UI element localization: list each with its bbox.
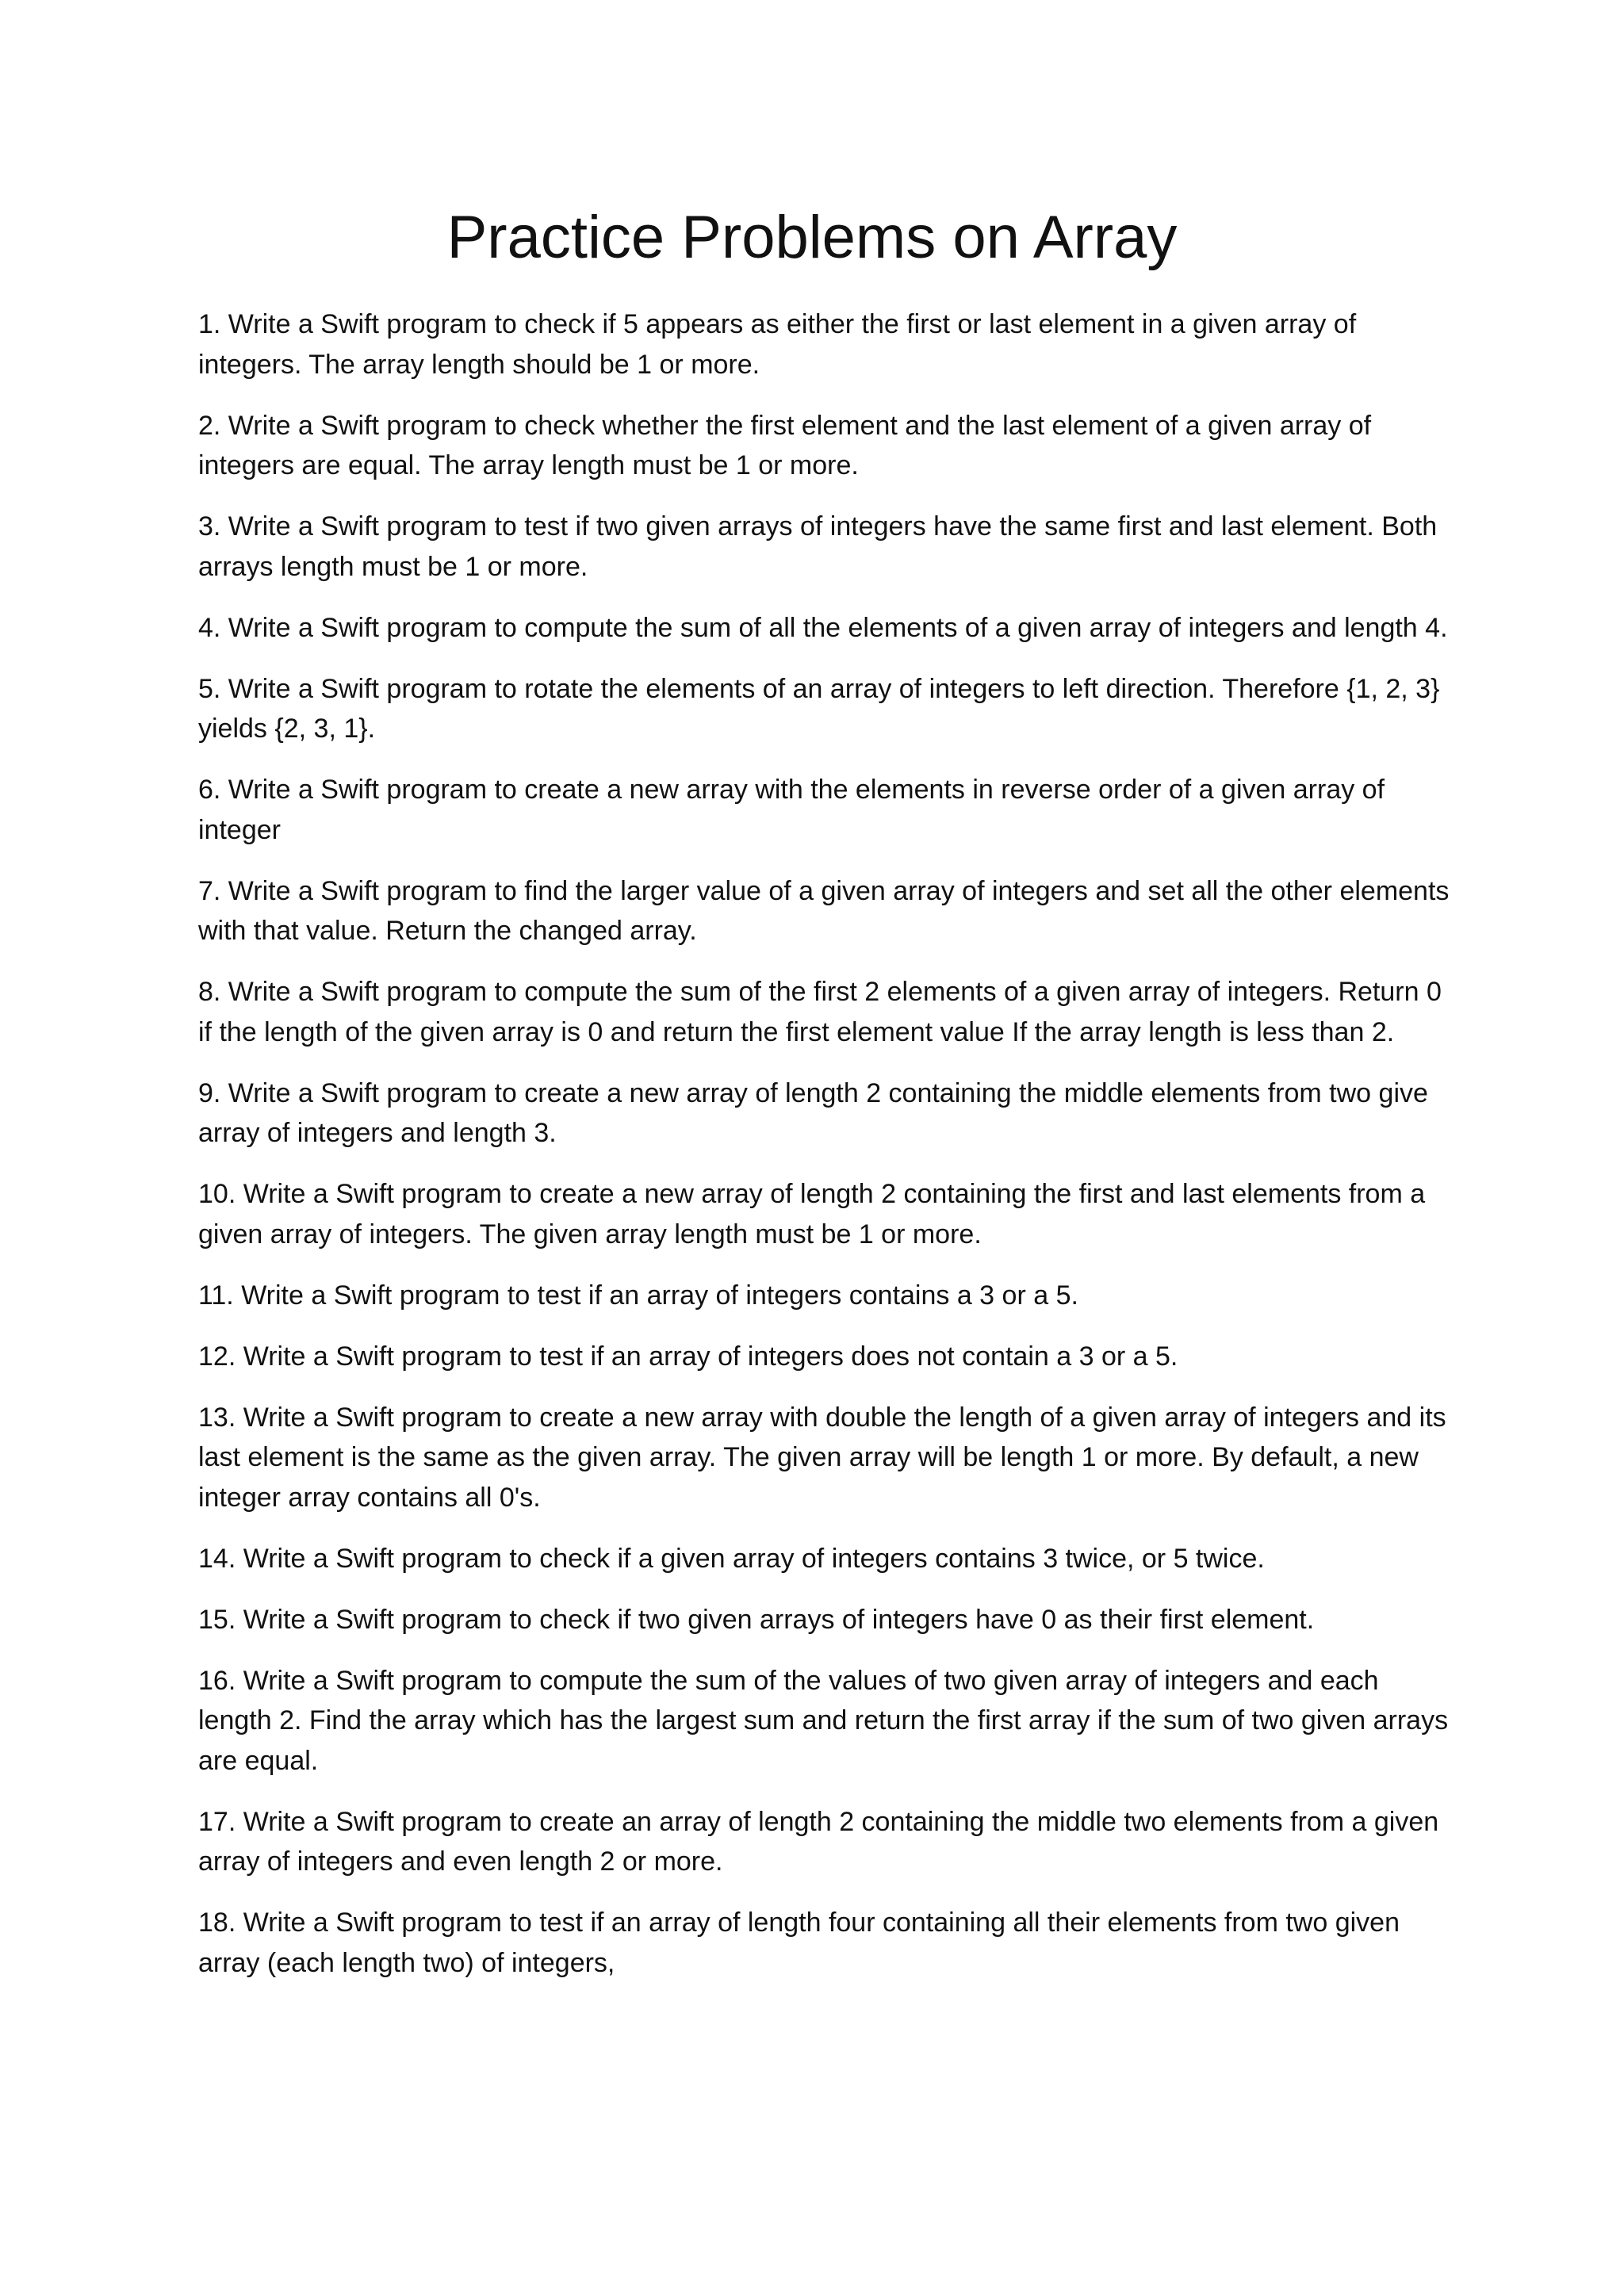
problem-item: 9. Write a Swift program to create a new array of length 2 containing the middle elements from two give array of integers and length 3. [198, 1077, 1428, 1148]
problem-item: 17. Write a Swift program to create an array of length 2 containing the middle two elements from a given array of integers and even length 2 or more. [198, 1806, 1439, 1877]
problem-item: 6. Write a Swift program to create a new array with the elements in reverse order of a given array of integer [198, 775, 1385, 845]
problem-item: 11. Write a Swift program to test if an array of integers contains a 3 or a 5. [198, 1280, 1078, 1311]
problem-item: 3. Write a Swift program to test if two given arrays of integers have the same first and last element. Both arrays length must be 1 or more. [198, 511, 1438, 582]
problem-item: 4. Write a Swift program to compute the sum of all the elements of a given array of integers and length 4. [198, 612, 1448, 643]
problem-item: 12. Write a Swift program to test if an array of integers does not contain a 3 or a 5. [198, 1341, 1178, 1372]
problem-item: 1. Write a Swift program to check if 5 appears as either the first or last element in a given array of integers. The array length should be 1 or more. [198, 309, 1357, 380]
problem-item: 15. Write a Swift program to check if two given arrays of integers have 0 as their first element. [198, 1604, 1315, 1635]
page-title: Practice Problems on Array [446, 204, 1178, 271]
problem-item: 13. Write a Swift program to create a new array with double the length of a given array of integers and its last element is the same as the given array. The given array will be length 1 or more. By default, a new integer array contains all 0's. [198, 1402, 1446, 1513]
problem-list [198, 304, 1451, 2004]
problem-item: 8. Write a Swift program to compute the sum of the first 2 elements of a given array of integers. Return 0 if the length of the given array is 0 and return the first element value If the array length is less than 2. [198, 977, 1442, 1047]
problem-item: 14. Write a Swift program to check if a given array of integers contains 3 twice, or 5 twice. [198, 1543, 1265, 1574]
problem-item: 18. Write a Swift program to test if an array of length four containing all their elements from two given array (each length two) of integers, [198, 1908, 1400, 1978]
problem-item: 7. Write a Swift program to find the larger value of a given array of integers and set all the other elements with that value. Return the changed array. [198, 875, 1450, 946]
problem-item: 16. Write a Swift program to compute the sum of the values of two given array of integers and each length 2. Find the array which has the largest sum and return the first array if the sum of two given arrays are equal. [198, 1665, 1449, 1776]
problem-item: 5. Write a Swift program to rotate the elements of an array of integers to left direction. Therefore {1, 2, 3} yields {2, 3, 1}. [198, 673, 1440, 744]
problem-item: 10. Write a Swift program to create a new array of length 2 containing the first and last elements from a given array of integers. The given array length must be 1 or more. [198, 1179, 1426, 1249]
problem-item: 2. Write a Swift program to check whether the first element and the last element of a given array of integers are equal. The array length must be 1 or more. [198, 410, 1372, 480]
